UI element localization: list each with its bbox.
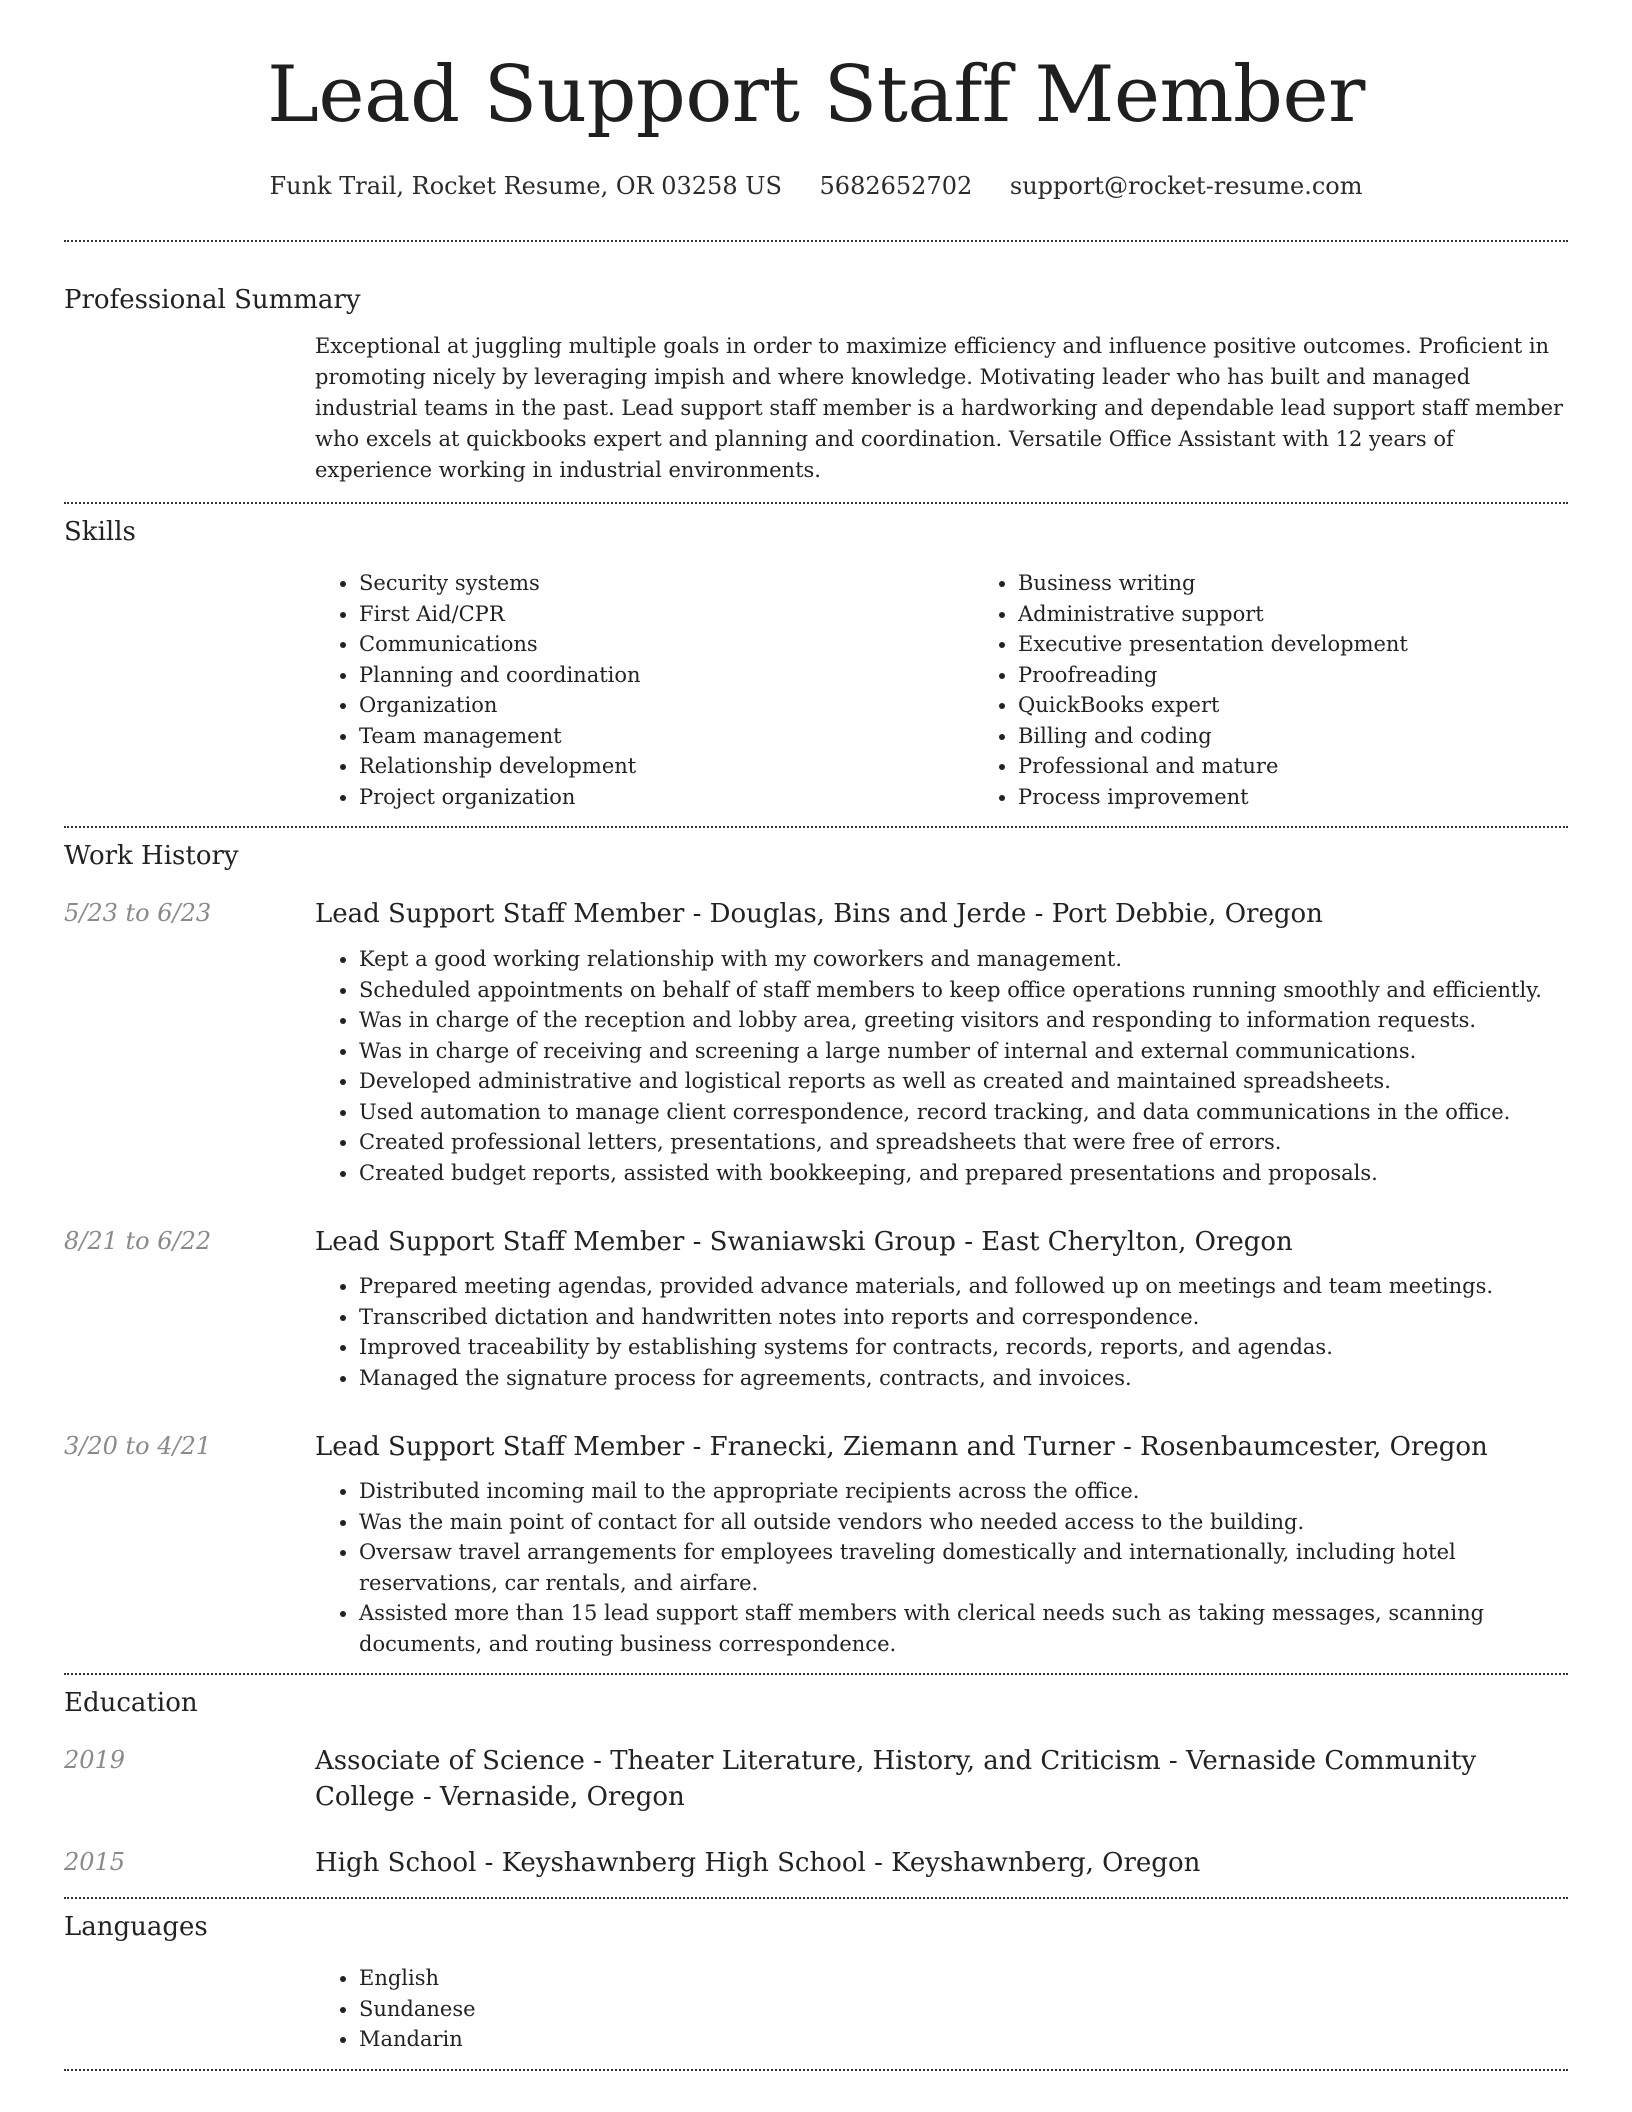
job-entry <box>64 1224 1568 1393</box>
job-bullet: • Transcribed dictation and handwritten notes into reports and correspondence. <box>359 1302 1568 1333</box>
language-item: • Mandarin <box>359 2024 1568 2055</box>
education-year: 2015 <box>64 1848 126 1876</box>
skills-title: Skills <box>64 517 136 547</box>
job-dates: 3/20 to 4/21 <box>64 1432 212 1460</box>
summary-section <box>64 282 1568 486</box>
job-bullet: • Prepared meeting agendas, provided advance materials, and followed up on meetings and team meetings. <box>359 1271 1568 1302</box>
skill-item: • First Aid/CPR <box>359 599 974 630</box>
languages-list <box>315 1963 1568 2055</box>
education-entry <box>64 1743 1568 1815</box>
job-bullet: • Assisted more than 15 lead support staff members with clerical needs such as taking messages, scanning documents, and routing business correspondence. <box>359 1598 1568 1659</box>
job-bullet: • Created professional letters, presentations, and spreadsheets that were free of errors. <box>359 1127 1568 1158</box>
skill-item: • Proofreading <box>1018 660 1632 691</box>
education-section <box>64 1685 1568 1881</box>
education-year: 2019 <box>64 1746 126 1774</box>
education-title: Education <box>64 1688 198 1718</box>
job-dates: 5/23 to 6/23 <box>64 899 212 927</box>
skills-section <box>64 514 1568 812</box>
resume-page <box>64 0 1568 2071</box>
skill-item: • Security systems <box>359 568 974 599</box>
education-heading: High School - Keyshawnberg High School - Keyshawnberg, Oregon <box>315 1848 1201 1878</box>
skills-list-left <box>315 568 974 812</box>
divider <box>64 826 1568 828</box>
job-bullet: • Developed administrative and logistical reports as well as created and maintained spreadsheets. <box>359 1066 1568 1097</box>
job-heading: Lead Support Staff Member - Swaniawski Group - East Cherylton, Oregon <box>315 1227 1293 1257</box>
divider <box>64 240 1568 242</box>
job-heading: Lead Support Staff Member - Douglas, Bins and Jerde - Port Debbie, Oregon <box>315 899 1323 929</box>
divider <box>64 1673 1568 1675</box>
job-bullet: • Scheduled appointments on behalf of staff members to keep office operations running smoothly and efficiently. <box>359 975 1568 1006</box>
job-bullet: • Was in charge of the reception and lobby area, greeting visitors and responding to information requests. <box>359 1005 1568 1036</box>
job-dates: 8/21 to 6/22 <box>64 1227 212 1255</box>
languages-title: Languages <box>64 1912 208 1942</box>
contact-phone: 5682652702 <box>819 172 973 200</box>
skill-item: • Business writing <box>1018 568 1632 599</box>
skill-item: • Team management <box>359 721 974 752</box>
skill-item: • Administrative support <box>1018 599 1632 630</box>
languages-section <box>64 1909 1568 2055</box>
divider <box>64 1897 1568 1899</box>
divider <box>64 2069 1568 2071</box>
education-heading: Associate of Science - Theater Literature, History, and Criticism - Vernaside Community College - Vernaside, Oregon <box>315 1746 1477 1812</box>
education-entry <box>64 1845 1568 1881</box>
contact-address: Funk Trail, Rocket Resume, OR 03258 US <box>269 172 782 200</box>
divider <box>64 502 1568 504</box>
job-bullets <box>315 944 1568 1188</box>
job-bullet: • Kept a good working relationship with my coworkers and management. <box>359 944 1568 975</box>
job-bullet: • Created budget reports, assisted with bookkeeping, and prepared presentations and proposals. <box>359 1158 1568 1189</box>
work-title: Work History <box>64 841 239 871</box>
language-item: • English <box>359 1963 1568 1994</box>
job-bullet: • Used automation to manage client correspondence, record tracking, and data communications in the office. <box>359 1097 1568 1128</box>
skills-list-right <box>974 568 1632 812</box>
contact-email: support@rocket-resume.com <box>1009 172 1363 200</box>
job-bullet: • Was the main point of contact for all outside vendors who needed access to the building. <box>359 1507 1568 1538</box>
job-bullet: • Distributed incoming mail to the appropriate recipients across the office. <box>359 1476 1568 1507</box>
skill-item: • Planning and coordination <box>359 660 974 691</box>
job-bullet: • Was in charge of receiving and screening a large number of internal and external communications. <box>359 1036 1568 1067</box>
skill-item: • Billing and coding <box>1018 721 1632 752</box>
skill-item: • QuickBooks expert <box>1018 690 1632 721</box>
skill-item: • Executive presentation development <box>1018 629 1632 660</box>
skill-item: • Relationship development <box>359 751 974 782</box>
skill-item: • Organization <box>359 690 974 721</box>
job-entry <box>64 1429 1568 1659</box>
contact-line <box>64 168 1568 204</box>
summary-title: Professional Summary <box>64 285 361 315</box>
resume-name: Lead Support Staff Member <box>267 50 1365 140</box>
language-item: • Sundanese <box>359 1994 1568 2025</box>
job-bullet: • Managed the signature process for agreements, contracts, and invoices. <box>359 1363 1568 1394</box>
skill-item: • Professional and mature <box>1018 751 1632 782</box>
job-bullets <box>315 1476 1568 1659</box>
job-bullets <box>315 1271 1568 1393</box>
job-bullet: • Improved traceability by establishing systems for contracts, records, reports, and agendas. <box>359 1332 1568 1363</box>
job-heading: Lead Support Staff Member - Franecki, Ziemann and Turner - Rosenbaumcester, Oregon <box>315 1432 1488 1462</box>
skill-item: • Project organization <box>359 782 974 813</box>
summary-text: Exceptional at juggling multiple goals in order to maximize efficiency and influence positive outcomes. Proficient in promoting nicely by leveraging impish and where knowledge. Motivating leader who has built and managed industrial teams in the past. Lead support staff member is a hardworking and dependable lead support staff member who excels at quickbooks expert and planning and coordination. Versatile Office Assistant with 12 years of experience working in industrial environments. <box>315 334 1564 482</box>
skill-item: • Communications <box>359 629 974 660</box>
skill-item: • Process improvement <box>1018 782 1632 813</box>
job-entry <box>64 896 1568 1188</box>
job-bullet: • Oversaw travel arrangements for employees traveling domestically and internationally, including hotel reservations, car rentals, and airfare. <box>359 1537 1568 1598</box>
work-section <box>64 838 1568 1659</box>
